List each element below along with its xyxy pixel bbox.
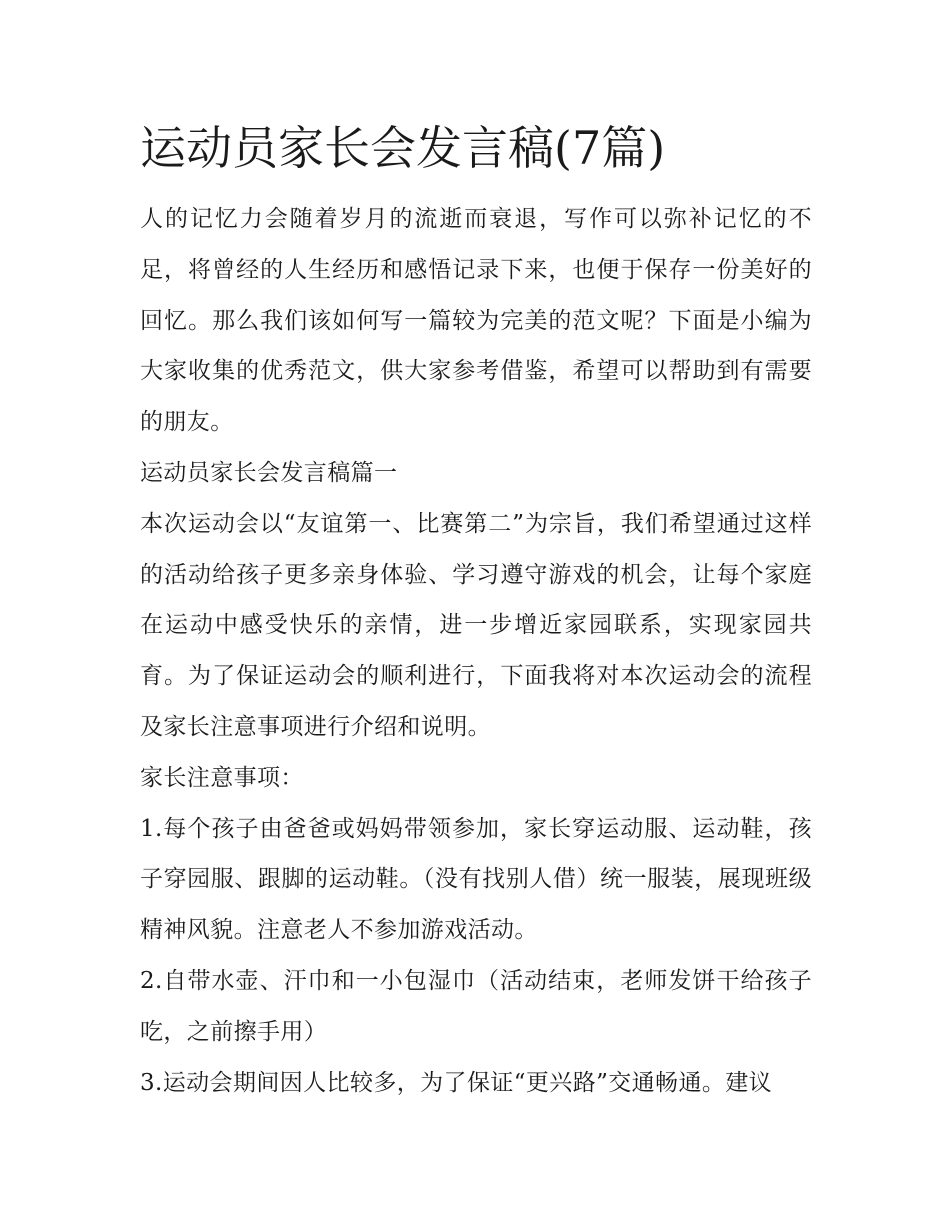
section-heading: 运动员家长会发言稿篇一: [140, 459, 398, 486]
notice-item-1: 1.每个孩子由爸爸或妈妈带领参加，家长穿运动服、运动鞋，孩子穿园服、跟脚的运动鞋。（没有找别人借）统一服装，展现班级精神风貌。注意老人不参加游戏活动。: [140, 815, 812, 944]
notice-item-2: 2.自带水壶、汗巾和一小包湿巾（活动结束，老师发饼干给孩子吃，之前擦手用）: [140, 967, 812, 1045]
intro-paragraph: 人的记忆力会随着岁月的流逝而衰退，写作可以弥补记忆的不足，将曾经的人生经历和感悟记录下来，也便于保存一份美好的回忆。那么我们该如何写一篇较为完美的范文呢？下面是小编为大家收集的优秀范文，供大家参考借鉴，希望可以帮助到有需要的朋友。: [140, 206, 812, 436]
body-paragraph: 本次运动会以“友谊第一、比赛第二”为宗旨，我们希望通过这样的活动给孩子更多亲身体验、学习遵守游戏的机会，让每个家庭在运动中感受快乐的亲情，进一步增近家园联系，实现家园共育。为了保证运动会的顺利进行，下面我将对本次运动会的流程及家长注意事项进行介绍和说明。: [140, 510, 812, 740]
document-title: 运动员家长会发言稿(7篇): [140, 121, 666, 175]
document-page: [140, 112, 812, 1108]
notice-item-3: 3.运动会期间因人比较多，为了保证“更兴路”交通畅通。建议: [140, 1069, 773, 1096]
notice-heading: 家长注意事项：: [140, 764, 304, 791]
